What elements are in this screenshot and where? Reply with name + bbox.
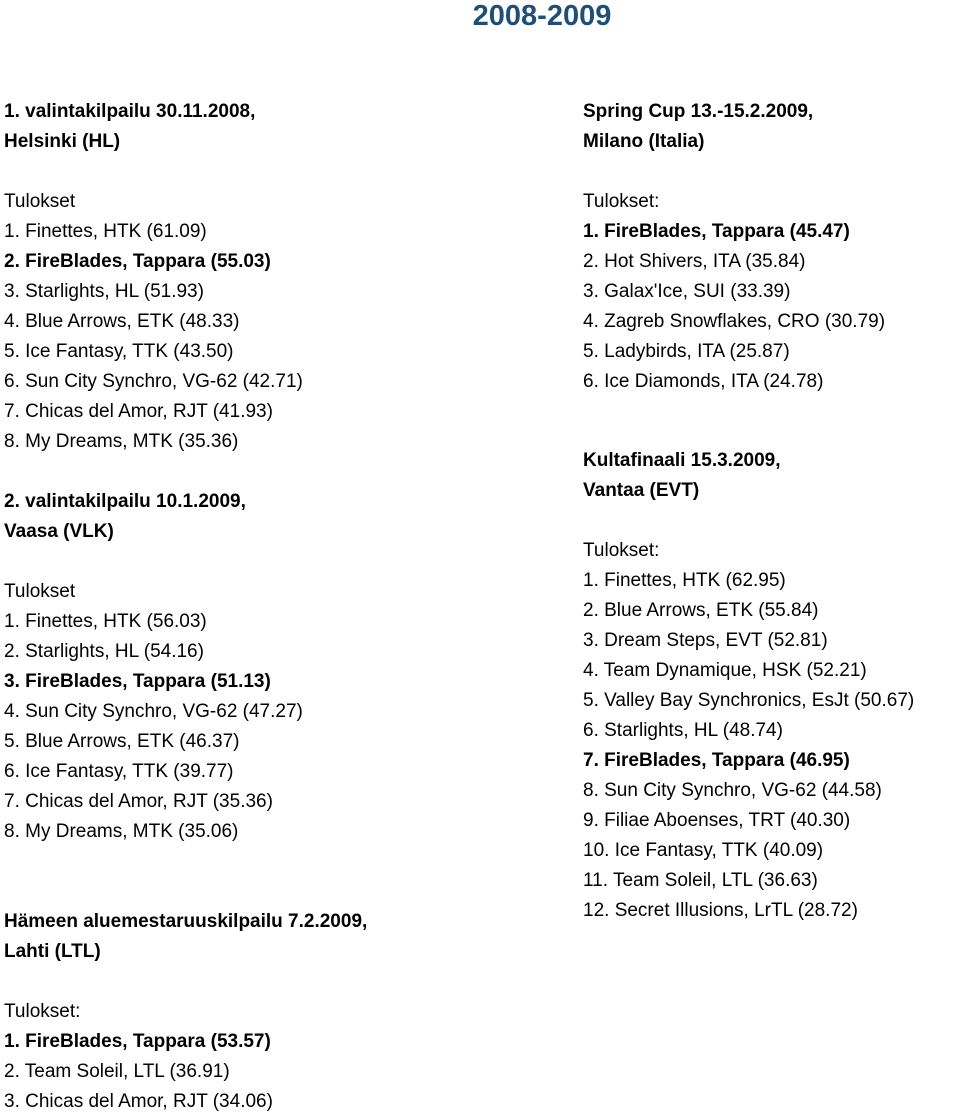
results-label: Tulokset:	[583, 540, 660, 561]
result-item: 5. Blue Arrows, ETK (46.37)	[4, 731, 240, 752]
competition-3	[4, 907, 564, 1117]
page-title: 2008-2009	[472, 0, 612, 32]
results-label: Tulokset:	[4, 1001, 81, 1022]
competition-location: Vantaa (EVT)	[583, 480, 700, 501]
competition-heading: 1. valintakilpailu 30.11.2008,	[4, 101, 256, 122]
result-item-fireblades: 1. FireBlades, Tappara (53.57)	[4, 1031, 271, 1052]
result-item: 6. Sun City Synchro, VG-62 (42.71)	[4, 371, 303, 392]
result-item: 1. Finettes, HTK (62.95)	[583, 570, 786, 591]
result-item: 1. Finettes, HTK (56.03)	[4, 611, 207, 632]
results-label: Tulokset	[4, 581, 76, 602]
result-item: 4. Blue Arrows, ETK (48.33)	[4, 311, 240, 332]
competition-1	[4, 97, 564, 457]
result-item: 9. Filiae Aboenses, TRT (40.30)	[583, 810, 851, 831]
results-label: Tulokset:	[583, 191, 660, 212]
result-item: 3. Galax'Ice, SUI (33.39)	[583, 281, 791, 302]
competition-location: Helsinki (HL)	[4, 131, 121, 152]
result-item: 8. My Dreams, MTK (35.36)	[4, 431, 239, 452]
left-column	[4, 97, 564, 1117]
result-item: 8. My Dreams, MTK (35.06)	[4, 821, 239, 842]
result-item-fireblades: 1. FireBlades, Tappara (45.47)	[583, 221, 850, 242]
competition-2	[4, 487, 564, 847]
competition-location: Milano (Italia)	[583, 131, 705, 152]
result-item: 12. Secret Illusions, LrTL (28.72)	[583, 900, 858, 921]
result-item-fireblades: 7. FireBlades, Tappara (46.95)	[583, 750, 850, 771]
competition-heading: 2. valintakilpailu 10.1.2009,	[4, 491, 246, 512]
result-item: 11. Team Soleil, LTL (36.63)	[583, 870, 818, 891]
competition-4	[583, 97, 960, 397]
result-item: 6. Ice Diamonds, ITA (24.78)	[583, 371, 824, 392]
result-item: 5. Ladybirds, ITA (25.87)	[583, 341, 790, 362]
competition-5	[583, 446, 960, 926]
competition-location: Lahti (LTL)	[4, 941, 101, 962]
result-item: 3. Chicas del Amor, RJT (34.06)	[4, 1091, 273, 1112]
result-item: 3. Dream Steps, EVT (52.81)	[583, 630, 828, 651]
competition-heading: Spring Cup 13.-15.2.2009,	[583, 101, 814, 122]
result-item: 1. Finettes, HTK (61.09)	[4, 221, 207, 242]
result-item: 7. Chicas del Amor, RJT (35.36)	[4, 791, 273, 812]
result-item: 10. Ice Fantasy, TTK (40.09)	[583, 840, 824, 861]
result-item: 4. Zagreb Snowflakes, CRO (30.79)	[583, 311, 886, 332]
competition-location: Vaasa (VLK)	[4, 521, 114, 542]
result-item: 4. Team Dynamique, HSK (52.21)	[583, 660, 867, 681]
result-item: 2. Blue Arrows, ETK (55.84)	[583, 600, 819, 621]
result-item: 6. Ice Fantasy, TTK (39.77)	[4, 761, 234, 782]
competition-heading: Kultafinaali 15.3.2009,	[583, 450, 781, 471]
results-label: Tulokset	[4, 191, 76, 212]
result-item: 4. Sun City Synchro, VG-62 (47.27)	[4, 701, 303, 722]
competition-heading: Hämeen aluemestaruuskilpailu 7.2.2009,	[4, 911, 368, 932]
result-item-fireblades: 3. FireBlades, Tappara (51.13)	[4, 671, 271, 692]
result-item-fireblades: 2. FireBlades, Tappara (55.03)	[4, 251, 271, 272]
result-item: 2. Starlights, HL (54.16)	[4, 641, 204, 662]
right-column	[583, 97, 960, 926]
result-item: 3. Starlights, HL (51.93)	[4, 281, 204, 302]
result-item: 5. Valley Bay Synchronics, EsJt (50.67)	[583, 690, 915, 711]
result-item: 5. Ice Fantasy, TTK (43.50)	[4, 341, 234, 362]
result-item: 2. Hot Shivers, ITA (35.84)	[583, 251, 806, 272]
result-item: 2. Team Soleil, LTL (36.91)	[4, 1061, 230, 1082]
result-item: 6. Starlights, HL (48.74)	[583, 720, 783, 741]
result-item: 7. Chicas del Amor, RJT (41.93)	[4, 401, 273, 422]
result-item: 8. Sun City Synchro, VG-62 (44.58)	[583, 780, 882, 801]
